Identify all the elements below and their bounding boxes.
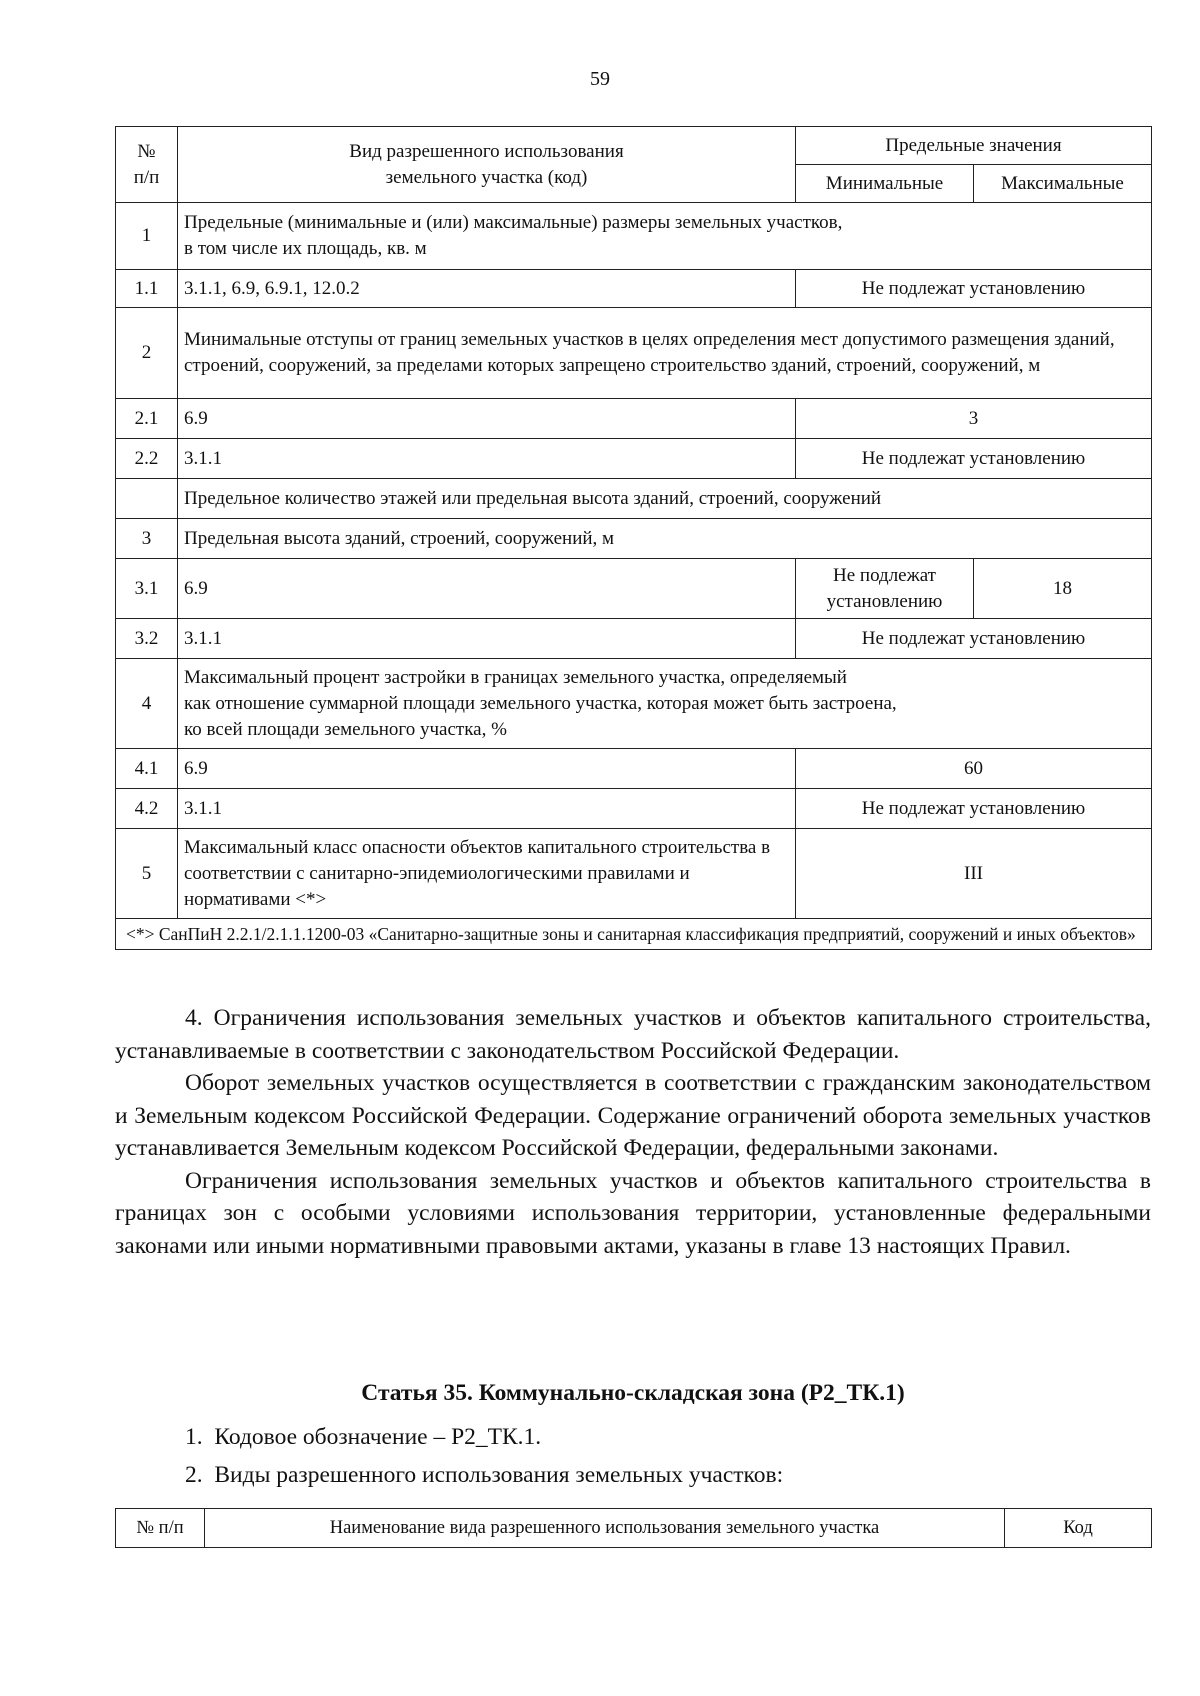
row-codes: 6.9: [178, 749, 796, 789]
row-num: 4.2: [116, 789, 178, 829]
row-num: 1.1: [116, 270, 178, 308]
row-num: 3: [116, 519, 178, 559]
header-num: № п/п: [116, 127, 178, 203]
table-row: [116, 829, 1152, 919]
table-row: [116, 479, 1152, 519]
table-row: [116, 789, 1152, 829]
table-row: [116, 519, 1152, 559]
row-value: Не подлежат установлению: [796, 439, 1152, 479]
row-num: 5: [116, 829, 178, 919]
table-row: [116, 270, 1152, 308]
table-row: [116, 659, 1152, 749]
row-text: Предельные (минимальные и (или) максимальные) размеры земельных участков, в том числе их площадь, кв. м: [178, 203, 1152, 270]
limits-table: [115, 126, 1152, 950]
row-codes: 3.1.1: [178, 439, 796, 479]
row-codes: 6.9: [178, 559, 796, 619]
header-name: Наименование вида разрешенного использования земельного участка: [205, 1509, 1005, 1548]
row-text: Минимальные отступы от границ земельных участков в целях определения мест допустимого размещения зданий, строений, сооружений, за пределами которых запрещено строительство зданий, строений, сооружений, м: [178, 308, 1152, 399]
table-header-row: [116, 127, 1152, 165]
paragraph: Оборот земельных участков осуществляется в соответствии с гражданским законодательством и Земельным кодексом Российской Федерации. Содержание ограничений оборота земельных участков устанавливается Земельным кодексом Российской Федерации, федеральными законами.: [115, 1070, 1151, 1161]
row-text: Предельная высота зданий, строений, сооружений, м: [178, 519, 1152, 559]
list-item: 2. Виды разрешенного использования земельных участков:: [185, 1462, 784, 1488]
row-codes: 3.1.1, 6.9, 6.9.1, 12.0.2: [178, 270, 796, 308]
footnote-row: [116, 919, 1152, 950]
header-use-type: Вид разрешенного использования земельного участка (код): [178, 127, 796, 203]
body-text: [115, 1002, 1151, 1262]
paragraph: 4. Ограничения использования земельных участков и объектов капитального строительства, устанавливаемые в соответствии с законодательством Российской Федерации.: [115, 1005, 1151, 1064]
table-row: [116, 749, 1152, 789]
row-value: 3: [796, 399, 1152, 439]
table-header-row: [116, 1509, 1152, 1548]
row-num: 3.2: [116, 619, 178, 659]
row-value: III: [796, 829, 1152, 919]
header-max: Максимальные: [974, 165, 1152, 203]
row-num: 2.1: [116, 399, 178, 439]
header-min: Минимальные: [796, 165, 974, 203]
row-value: Не подлежат установлению: [796, 789, 1152, 829]
row-value: 60: [796, 749, 1152, 789]
table-row: [116, 399, 1152, 439]
table-row: [116, 559, 1152, 619]
row-num: 2.2: [116, 439, 178, 479]
row-num: 4: [116, 659, 178, 749]
row-num: [116, 479, 178, 519]
row-value: Не подлежат установлению: [796, 619, 1152, 659]
row-min-value: Не подлежат установлению: [796, 559, 974, 619]
row-max-value: 18: [974, 559, 1152, 619]
row-num: 3.1: [116, 559, 178, 619]
paragraph: Ограничения использования земельных участков и объектов капитального строительства в границах зон с особыми условиями использования территории, установленные федеральными законами или иными нормативными правовыми актами, указаны в главе 13 настоящих Правил.: [115, 1167, 1151, 1259]
page-number: 59: [590, 68, 610, 90]
header-limits: Предельные значения: [796, 127, 1152, 165]
row-value: Не подлежат установлению: [796, 270, 1152, 308]
row-text: Максимальный класс опасности объектов капитального строительства в соответствии с санитарно-эпидемиологическими правилами и нормативами <*>: [178, 829, 796, 919]
row-codes: 3.1.1: [178, 619, 796, 659]
row-num: 2: [116, 308, 178, 399]
table-row: [116, 439, 1152, 479]
row-text: Максимальный процент застройки в границах земельного участка, определяемый как отношение суммарной площади земельного участка, которая может быть застроена, ко всей площади земельного участка, %: [178, 659, 1152, 749]
article-heading: Статья 35. Коммунально-складская зона (Р2_ТК.1): [361, 1380, 905, 1406]
row-num: 4.1: [116, 749, 178, 789]
row-codes: 3.1.1: [178, 789, 796, 829]
row-num: 1: [116, 203, 178, 270]
header-num: № п/п: [116, 1509, 205, 1548]
header-code: Код: [1005, 1509, 1152, 1548]
footnote: <*> СанПиН 2.2.1/2.1.1.1200-03 «Санитарно-защитные зоны и санитарная классификация предприятий, сооружений и иных объектов»: [116, 919, 1152, 950]
table-row: [116, 619, 1152, 659]
uses-table: [115, 1508, 1152, 1548]
table-row: [116, 308, 1152, 399]
row-text: Предельное количество этажей или предельная высота зданий, строений, сооружений: [178, 479, 1152, 519]
list-item: 1. Кодовое обозначение – Р2_ТК.1.: [185, 1424, 542, 1450]
table-row: [116, 203, 1152, 270]
row-codes: 6.9: [178, 399, 796, 439]
